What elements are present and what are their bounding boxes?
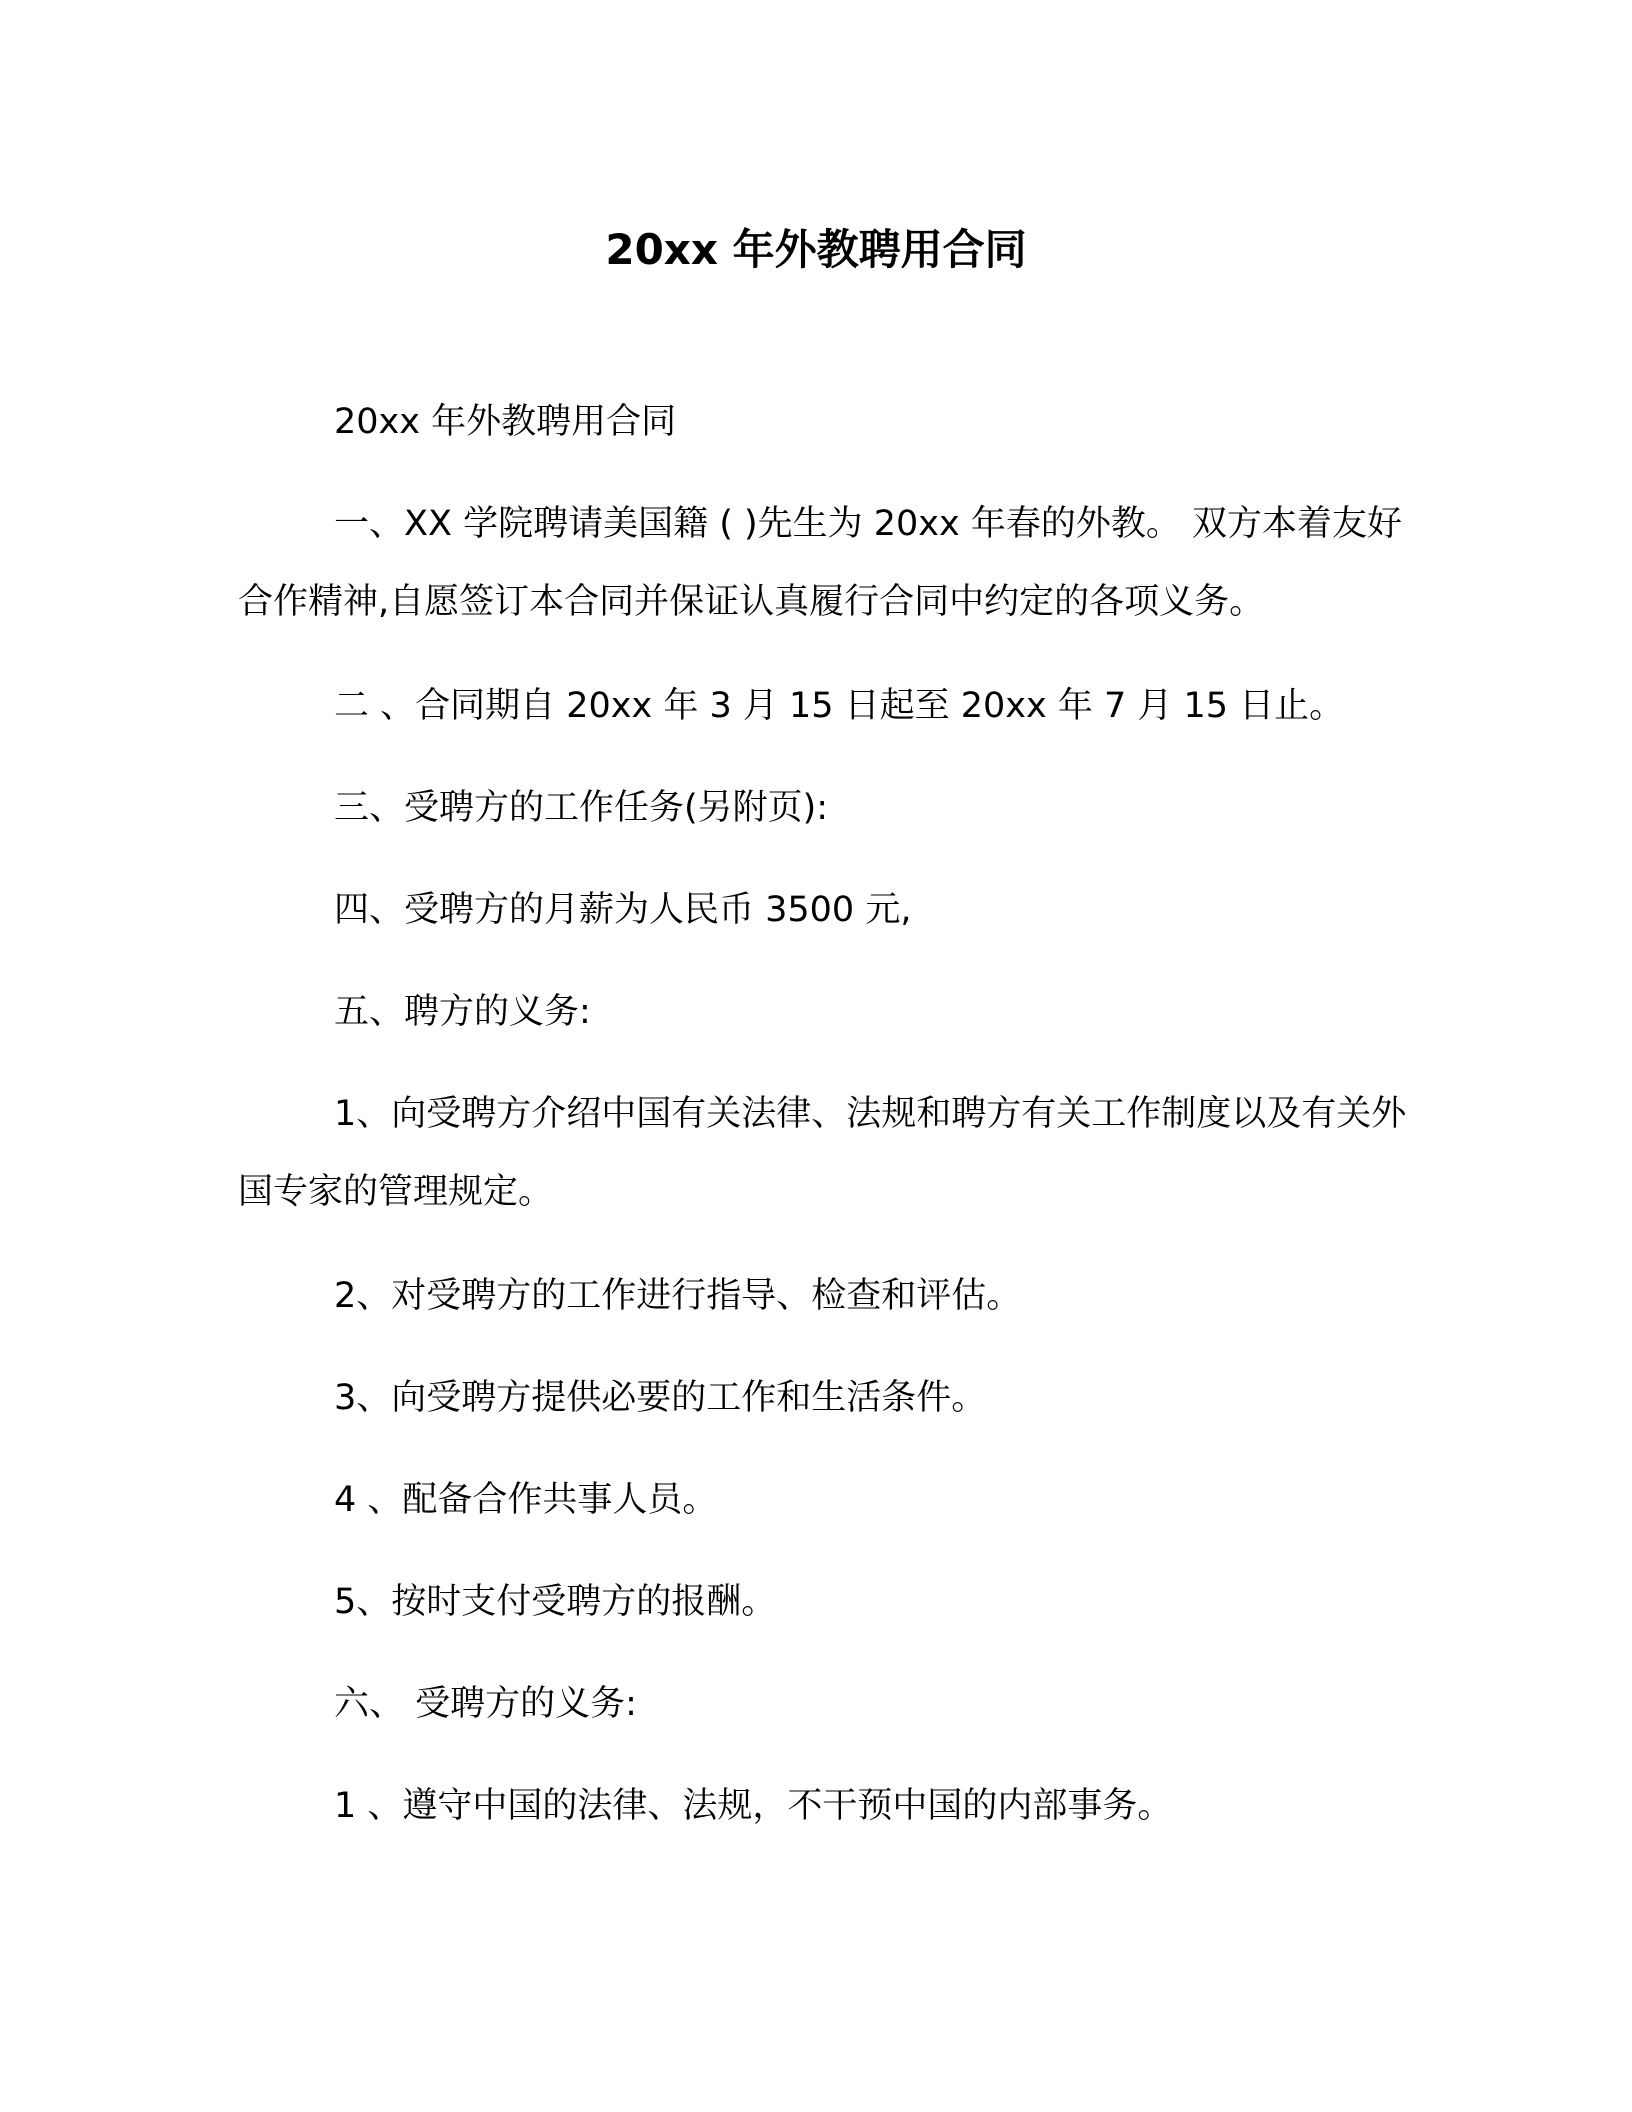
paragraph-subtitle: 20xx 年外教聘用合同 xyxy=(334,402,677,442)
paragraph-clause-6: 六、 受聘方的义务: xyxy=(334,1684,637,1724)
paragraph-clause-3: 三、受聘方的工作任务(另附页): xyxy=(334,788,829,828)
paragraph-employer-duty-5: 5、按时支付受聘方的报酬。 xyxy=(334,1582,777,1622)
paragraph-employer-duty-4: 4 、配备合作共事人员。 xyxy=(334,1480,718,1520)
paragraph-employer-duty-2: 2、对受聘方的工作进行指导、检查和评估。 xyxy=(334,1276,1022,1316)
paragraph-clause-5: 五、聘方的义务: xyxy=(334,992,591,1032)
paragraph-clause-2: 二 、合同期自 20xx 年 3 月 15 日起至 20xx 年 7 月 15 日止。 xyxy=(334,686,1345,726)
paragraph-clause-1: 一、XX 学院聘请美国籍 ( )先生为 20xx 年春的外教。 双方本着友好合作精神,自愿签订本合同并保证认真履行合同中约定的各项义务。 xyxy=(238,504,1402,622)
paragraph-clause-4: 四、受聘方的月薪为人民币 3500 元, xyxy=(334,890,912,930)
paragraph-employee-duty-1: 1 、遵守中国的法律、法规，不干预中国的内部事务。 xyxy=(334,1786,1173,1826)
document-title: 20xx 年外教聘用合同 xyxy=(605,225,1027,274)
paragraph-employer-duty-3: 3、向受聘方提供必要的工作和生活条件。 xyxy=(334,1378,987,1418)
paragraph-employer-duty-1: 1、向受聘方介绍中国有关法律、法规和聘方有关工作制度以及有关外国专家的管理规定。 xyxy=(238,1094,1407,1212)
